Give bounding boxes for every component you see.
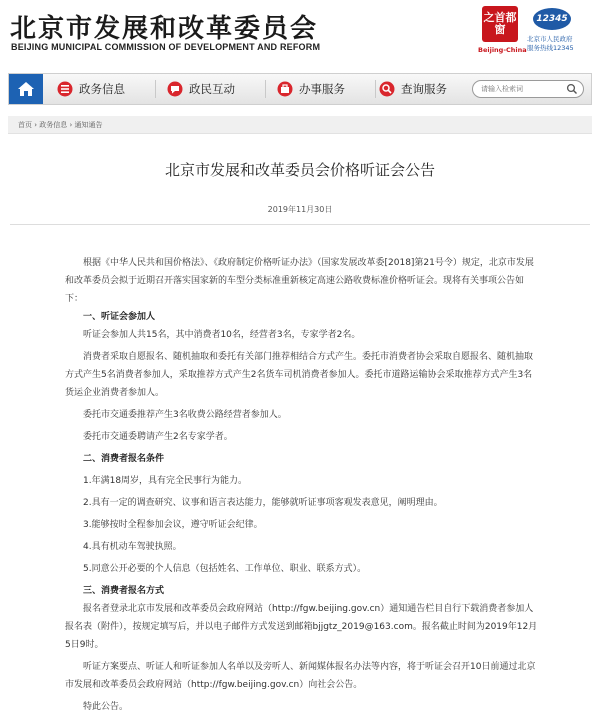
article-paragraph: 委托市交通委推荐产生3名收费公路经营者参加人。 (83, 410, 287, 420)
hotline-line2: 服务热线12345 (527, 44, 574, 52)
article-date: 2019年11月30日 (267, 205, 333, 214)
section-heading: 三、消费者报名方式 (83, 586, 165, 596)
article-paragraph: 4.具有机动车驾驶执照。 (83, 542, 182, 552)
nav-divider (265, 80, 266, 98)
article-paragraph: 5.同意公开必要的个人信息（包括姓名、工作单位、职业、联系方式）。 (83, 564, 367, 574)
nav-divider (375, 80, 376, 98)
gov-info-icon (57, 81, 73, 97)
breadcrumb-gov-info[interactable]: 政务信息 (39, 121, 68, 129)
site-header (0, 0, 600, 62)
article-paragraph: 1.年满18周岁，具有完全民事行为能力。 (83, 476, 248, 486)
breadcrumb (18, 120, 103, 130)
section-heading: 二、消费者报名条件 (83, 454, 165, 464)
nav-item-label: 政务信息 (79, 82, 125, 96)
breadcrumb-notices[interactable]: 通知通告 (74, 121, 103, 129)
search-icon[interactable] (566, 83, 578, 95)
service-icon (277, 81, 293, 97)
nav-item-service[interactable] (277, 74, 345, 104)
nav-item-label: 查询服务 (401, 82, 447, 96)
article-paragraph: 特此公告。 (83, 702, 129, 712)
hotline-line1: 北京市人民政府 (527, 35, 573, 43)
nav-item-interaction[interactable] (167, 74, 235, 104)
article (8, 134, 592, 712)
main-nav (8, 73, 592, 105)
article-body (65, 254, 540, 716)
nav-item-label: 办事服务 (299, 82, 345, 96)
article-paragraph: 根据《中华人民共和国价格法》、《政府制定价格听证办法》（国家发展改革委[2018]第21号令）规定，北京市发展和改革委员会拟于近期召开落实国家新的车型分类标准重新核定高速公路收费标准价格听证会。现将有关事项公告如下： (65, 258, 534, 304)
nav-item-gov-info[interactable] (57, 74, 125, 104)
home-icon (17, 81, 35, 97)
article-paragraph: 报名者登录北京市发展和改革委员会政府网站（http://fgw.beijing.gov.cn）通知通告栏目自行下载消费者参加人报名表（附件），按规定填写后，并以电子邮件方式发送到邮箱bjjgtz_2019@163.com。报名截止时间为2019年12月5日9时。 (65, 604, 538, 650)
article-paragraph: 消费者采取自愿报名、随机抽取和委托有关部门推荐相结合方式产生。委托市消费者协会采取自愿报名、随机抽取方式产生5名消费者参加人，采取推荐方式产生2名货车司机消费者参加人。委托市道路运输协会采取推荐方式产生3名货运企业消费者参加人。 (65, 352, 534, 398)
hotline-12345-logo[interactable] (527, 8, 593, 54)
hotline-badge: 12345 (533, 8, 571, 30)
query-icon (379, 81, 395, 97)
breadcrumb-separator: › (67, 121, 75, 129)
site-title-en: BEIJING MUNICIPAL COMMISSION OF DEVELOPMENT AND REFORM (11, 42, 321, 52)
beijing-china-logo[interactable] (478, 6, 527, 56)
article-paragraph: 3.能够按时全程参加会议，遵守听证会纪律。 (83, 520, 263, 530)
breadcrumb-separator: › (32, 121, 40, 129)
breadcrumb-home[interactable]: 首页 (18, 121, 32, 129)
article-title: 北京市发展和改革委员会价格听证会公告 (164, 161, 435, 179)
nav-home-button[interactable] (9, 74, 43, 104)
article-paragraph: 委托市交通委聘请产生2名专家学者。 (83, 432, 233, 442)
article-paragraph: 2.具有一定的调查研究、议事和语言表达能力，能够就听证事项客观发表意见，阐明理由。 (83, 498, 443, 508)
nav-item-query[interactable] (379, 74, 447, 104)
article-divider (10, 224, 590, 225)
beijing-logo-caption: Beijing-China (478, 46, 527, 54)
nav-item-label: 政民互动 (189, 82, 235, 96)
breadcrumb-bar (8, 116, 592, 134)
search-box (472, 80, 584, 98)
article-paragraph: 听证会参加人共15名，其中消费者10名，经营者3名，专家学者2名。 (83, 330, 361, 340)
beijing-seal: 之首都窗 (482, 6, 518, 42)
section-heading: 一、听证会参加人 (83, 312, 156, 322)
site-title-cn[interactable]: 北京市发展和改革委员会 (10, 14, 319, 44)
search-input[interactable] (481, 82, 563, 96)
article-paragraph: 听证方案要点、听证人和听证参加人名单以及旁听人、新闻媒体报名办法等内容，将于听证会召开10日前通过北京市发展和改革委员会政府网站（http://fgw.beijing.gov.cn）向社会公告。 (65, 662, 536, 690)
nav-divider (155, 80, 156, 98)
interaction-icon (167, 81, 183, 97)
